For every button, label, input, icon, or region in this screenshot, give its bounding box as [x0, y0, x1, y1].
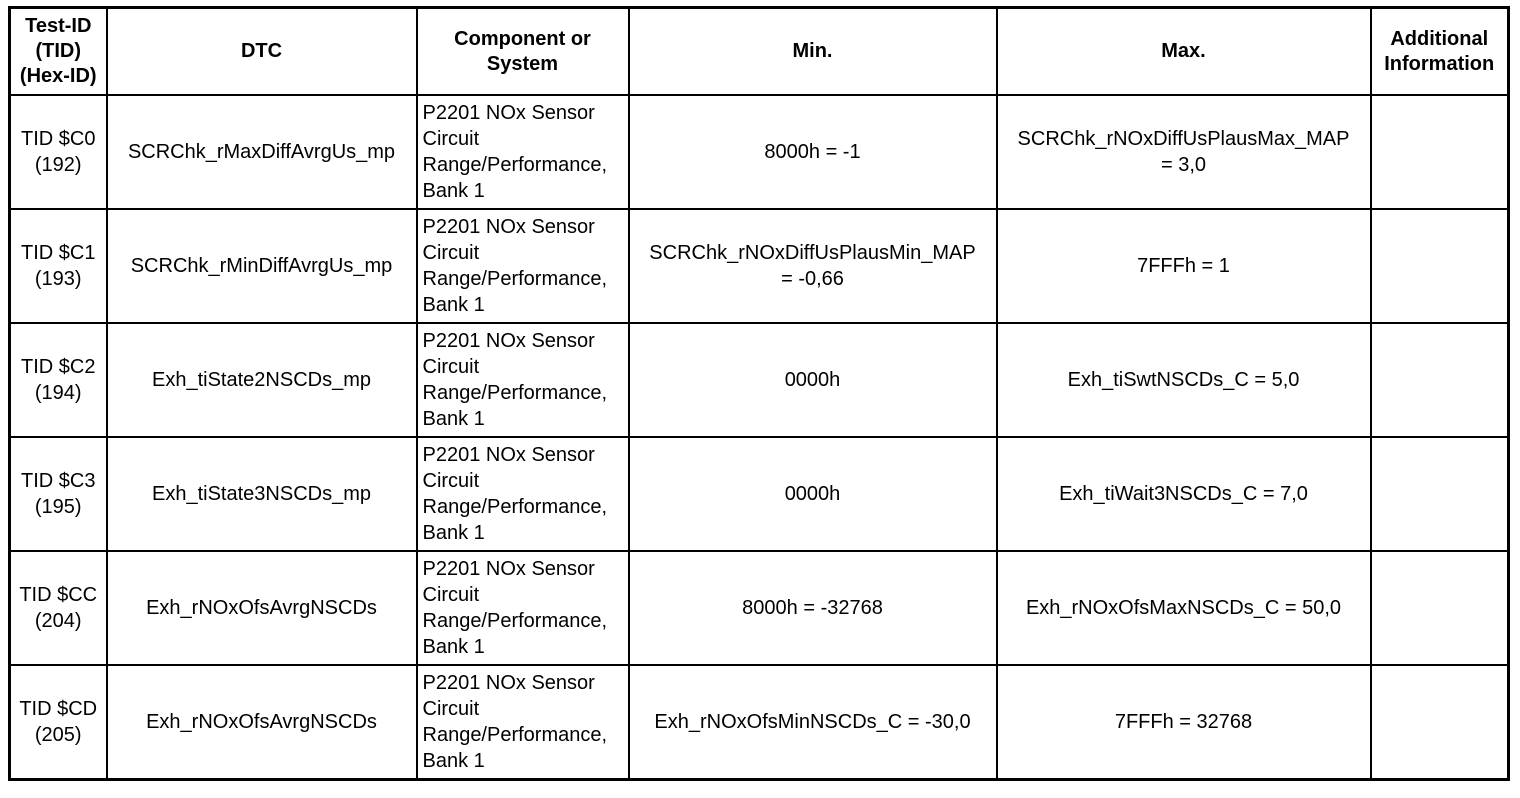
header-component-line1: Component or: [454, 27, 591, 50]
test-id-hex: TID $C1: [21, 242, 96, 264]
component-cell: [417, 437, 629, 551]
max-cell: [997, 437, 1371, 551]
table-row: [10, 437, 1509, 551]
min-value-line: 0000h: [784, 483, 841, 505]
test-id-cell: [10, 665, 107, 780]
test-id-hex: TID $C2: [21, 356, 96, 378]
min-cell: [629, 551, 997, 665]
min-value-line: 0000h: [784, 369, 841, 391]
min-value-line: 8000h = -32768: [742, 597, 883, 619]
min-cell: [629, 437, 997, 551]
test-id-cell: [10, 551, 107, 665]
header-additional-line2: Information: [1384, 52, 1495, 75]
max-value-line: 7FFFh = 32768: [1114, 711, 1253, 733]
component-line: P2201 NOx Sensor: [422, 672, 595, 694]
test-id-cell: [10, 209, 107, 323]
test-id-hex: TID $CC: [19, 584, 98, 606]
min-value-line: Exh_rNOxOfsMinNSCDs_C = -30,0: [654, 711, 971, 733]
test-id-cell: [10, 323, 107, 437]
additional-info-cell: [1371, 665, 1509, 780]
component-line: Bank 1: [422, 522, 485, 544]
additional-info-cell: [1371, 95, 1509, 209]
header-component-line2: System: [486, 52, 559, 75]
additional-info-cell: [1371, 209, 1509, 323]
test-id-decimal: (204): [34, 610, 82, 632]
component-line: Circuit: [422, 470, 480, 492]
min-value-line: = -0,66: [781, 268, 844, 290]
max-cell: [997, 209, 1371, 323]
dtc-cell: Exh_tiState2NSCDs_mp: [107, 323, 417, 437]
component-line: Circuit: [422, 242, 480, 264]
header-min: Min.: [629, 8, 997, 96]
min-cell: [629, 323, 997, 437]
header-max: Max.: [997, 8, 1371, 96]
table-row: [10, 665, 1509, 780]
test-id-cell: [10, 95, 107, 209]
component-line: P2201 NOx Sensor: [422, 330, 595, 352]
component-line: Bank 1: [422, 294, 485, 316]
dtc-cell: Exh_rNOxOfsAvrgNSCDs: [107, 665, 417, 780]
table-row: [10, 95, 1509, 209]
component-cell: [417, 95, 629, 209]
component-line: Range/Performance,: [422, 496, 608, 518]
component-cell: [417, 665, 629, 780]
component-line: Circuit: [422, 698, 480, 720]
max-cell: [997, 323, 1371, 437]
component-line: Circuit: [422, 128, 480, 150]
test-id-decimal: (205): [34, 724, 82, 746]
test-id-decimal: (192): [34, 154, 82, 176]
component-line: Range/Performance,: [422, 382, 608, 404]
table-row: [10, 209, 1509, 323]
test-id-hex: TID $C3: [21, 470, 96, 492]
table-row: [10, 551, 1509, 665]
component-line: Bank 1: [422, 636, 485, 658]
test-id-decimal: (194): [34, 382, 82, 404]
test-id-decimal: (193): [34, 268, 82, 290]
test-id-cell: [10, 437, 107, 551]
max-value-line: Exh_tiWait3NSCDs_C = 7,0: [1059, 483, 1308, 505]
header-row: [10, 8, 1509, 96]
max-cell: [997, 551, 1371, 665]
component-line: Range/Performance,: [422, 610, 608, 632]
min-cell: [629, 665, 997, 780]
min-cell: [629, 95, 997, 209]
table-body: [10, 95, 1509, 780]
header-dtc: DTC: [107, 8, 417, 96]
header-test-id-line1: Test-ID: [25, 15, 92, 37]
component-cell: [417, 551, 629, 665]
table-header: [10, 8, 1509, 96]
dtc-cell: SCRChk_rMaxDiffAvrgUs_mp: [107, 95, 417, 209]
component-line: Circuit: [422, 356, 480, 378]
test-id-hex: TID $CD: [19, 698, 98, 720]
component-line: P2201 NOx Sensor: [422, 216, 595, 238]
max-value-line: SCRChk_rNOxDiffUsPlausMax_MAP: [1017, 128, 1350, 150]
min-cell: [629, 209, 997, 323]
component-line: Range/Performance,: [422, 268, 608, 290]
component-line: Bank 1: [422, 180, 485, 202]
table-row: [10, 323, 1509, 437]
additional-info-cell: [1371, 551, 1509, 665]
max-cell: [997, 665, 1371, 780]
header-additional-line1: Additional: [1390, 27, 1489, 50]
max-value-line: Exh_tiSwtNSCDs_C = 5,0: [1067, 369, 1300, 391]
component-line: Circuit: [422, 584, 480, 606]
header-additional: [1371, 8, 1509, 96]
component-line: P2201 NOx Sensor: [422, 558, 595, 580]
dtc-cell: SCRChk_rMinDiffAvrgUs_mp: [107, 209, 417, 323]
component-line: P2201 NOx Sensor: [422, 102, 595, 124]
component-line: Bank 1: [422, 408, 485, 430]
component-line: Range/Performance,: [422, 154, 608, 176]
component-cell: [417, 209, 629, 323]
additional-info-cell: [1371, 323, 1509, 437]
component-cell: [417, 323, 629, 437]
min-value-line: 8000h = -1: [764, 141, 861, 163]
max-value-line: = 3,0: [1160, 154, 1207, 176]
max-value-line: 7FFFh = 1: [1137, 255, 1230, 277]
header-component: [417, 8, 629, 96]
component-line: Bank 1: [422, 750, 485, 772]
dtc-cell: Exh_rNOxOfsAvrgNSCDs: [107, 551, 417, 665]
tid-table: [8, 6, 1510, 781]
header-test-id-line3: (Hex-ID): [19, 65, 97, 87]
max-value-line: Exh_rNOxOfsMaxNSCDs_C = 50,0: [1025, 597, 1342, 619]
max-cell: [997, 95, 1371, 209]
component-line: Range/Performance,: [422, 724, 608, 746]
test-id-hex: TID $C0: [21, 128, 96, 150]
component-line: P2201 NOx Sensor: [422, 444, 595, 466]
dtc-cell: Exh_tiState3NSCDs_mp: [107, 437, 417, 551]
additional-info-cell: [1371, 437, 1509, 551]
header-test-id: [10, 8, 107, 96]
header-test-id-line2: (TID): [35, 40, 82, 62]
min-value-line: SCRChk_rNOxDiffUsPlausMin_MAP: [649, 242, 976, 264]
test-id-decimal: (195): [34, 496, 82, 518]
